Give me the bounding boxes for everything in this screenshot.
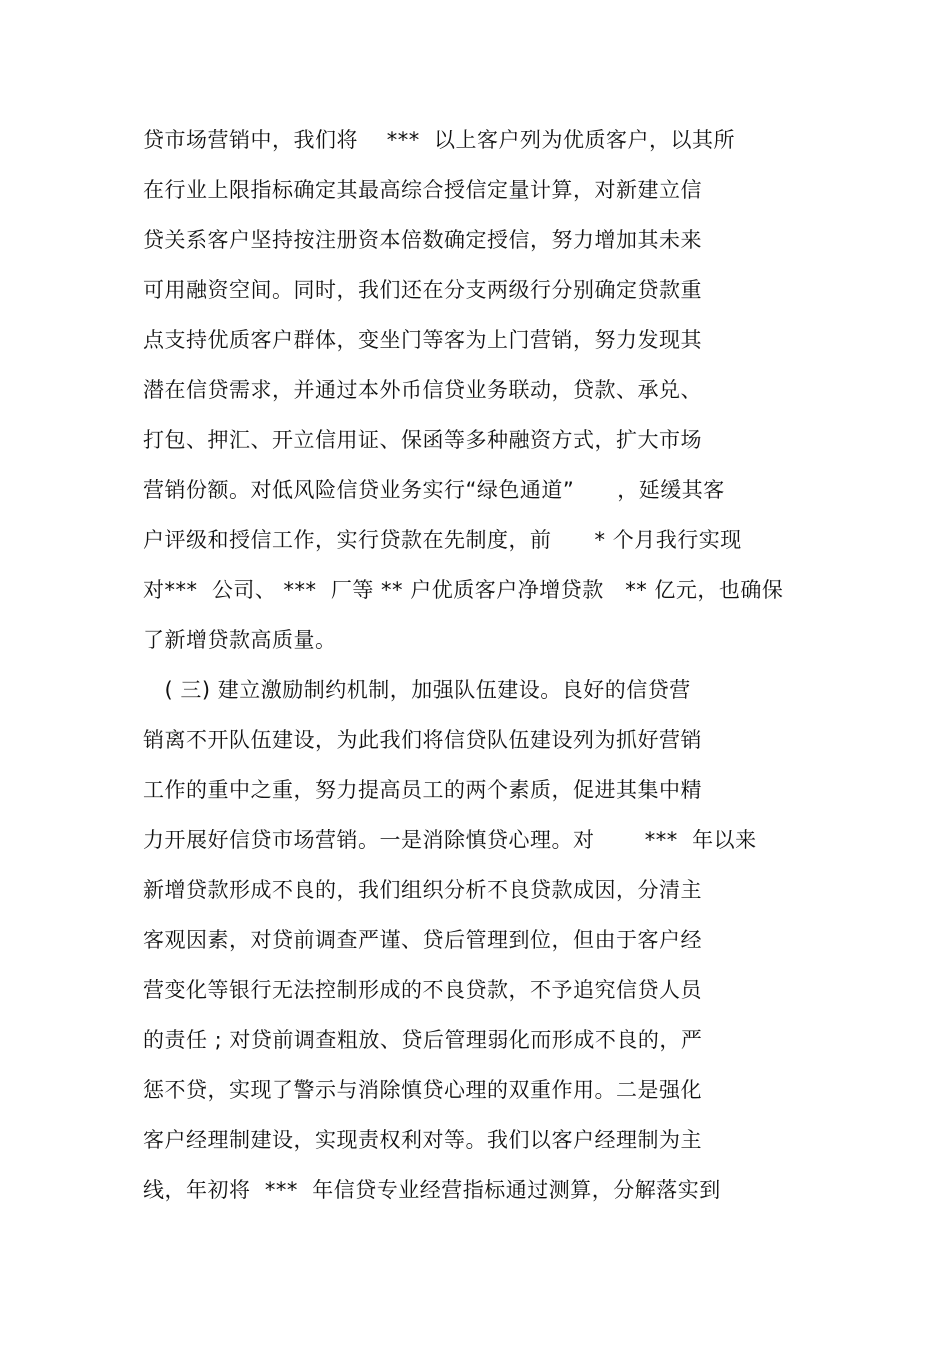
text-line: 客观因素，对贷前调查严谨、贷后管理到位，但由于客户经	[143, 928, 702, 952]
text-line: 点支持优质客户群体，变坐门等客为上门营销，努力发现其	[143, 328, 702, 352]
text-line: 营变化等银行无法控制形成的不良贷款，不予追究信贷人员	[143, 978, 702, 1002]
text-line: 销离不开队伍建设，为此我们将信贷队伍建设列为抓好营销	[143, 728, 702, 752]
text-line: 可用融资空间。同时，我们还在分支两级行分别确定贷款重	[143, 278, 702, 302]
text-line: 贷关系客户坚持按注册资本倍数确定授信，努力增加其未来	[143, 228, 702, 252]
text-line: 在行业上限指标确定其最高综合授信定量计算，对新建立信	[143, 178, 702, 202]
text-line: 惩不贷，实现了警示与消除慎贷心理的双重作用。二是强化	[143, 1078, 702, 1102]
text-line: 线，年初将 *** 年信贷专业经营指标通过测算，分解落实到	[143, 1178, 721, 1202]
text-line: 了新增贷款高质量。	[143, 628, 337, 652]
text-line: 户评级和授信工作，实行贷款在先制度，前 * 个月我行实现	[143, 528, 742, 552]
text-line: 工作的重中之重，努力提高员工的两个素质，促进其集中精	[143, 778, 702, 802]
text-line: 的责任 ; 对贷前调查粗放、贷后管理弱化而形成不良的，严	[143, 1028, 703, 1052]
text-line: 对*** 公司、 *** 厂等 ** 户优质客户净增贷款 ** 亿元，也确保	[143, 578, 784, 602]
text-line: 营销份额。对低风险信贷业务实行“绿色通道” ，延缓其客	[143, 478, 725, 502]
section-heading-line: ( 三) 建立激励制约机制，加强队伍建设。良好的信贷营	[143, 678, 691, 702]
text-line: 潜在信贷需求，并通过本外币信贷业务联动，贷款、承兑、	[143, 378, 702, 402]
text-line: 打包、押汇、开立信用证、保函等多种融资方式，扩大市场	[143, 428, 702, 452]
text-line: 客户经理制建设，实现责权利对等。我们以客户经理制为主	[143, 1128, 702, 1152]
text-line: 力开展好信贷市场营销。一是消除慎贷心理。对 *** 年以来	[143, 828, 757, 852]
text-line: 新增贷款形成不良的，我们组织分析不良贷款成因，分清主	[143, 878, 702, 902]
text-line: 贷市场营销中，我们将 *** 以上客户列为优质客户，以其所	[143, 128, 736, 152]
